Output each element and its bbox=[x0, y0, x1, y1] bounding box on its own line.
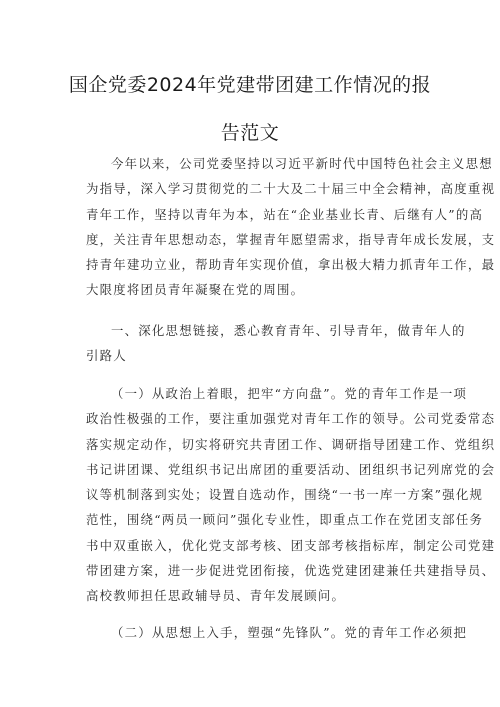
heading-line: 一、深化思想链接，悉心教育青年、引导青年，做青年人的 bbox=[111, 323, 466, 338]
paragraph-line: 高校教师担任思政辅导员、青年发展顾问。 bbox=[86, 588, 346, 604]
heading-line: 引路人 bbox=[86, 348, 127, 364]
paragraph-line: 度，关注青年思想动态，掌握青年愿望需求，指导青年成长发展，支 bbox=[86, 231, 496, 247]
paragraph-line: 带团建方案，进一步促进党团衔接，优选党建团建兼任共建指导员、 bbox=[86, 563, 496, 579]
paragraph-line: （二）从思想上入手，塑强“先锋队”。党的青年工作必须把 bbox=[111, 625, 468, 640]
paragraph-line: （一）从政治上着眼，把牢“方向盘”。党的青年工作是一项 bbox=[111, 386, 468, 401]
paragraph-line: 政治性极强的工作，要注重加强党对青年工作的领导。公司党委常态 bbox=[86, 411, 496, 427]
paragraph-line: 书中双重嵌入，优化党支部考核、团支部考核指标库，制定公司党建 bbox=[86, 537, 496, 553]
paragraph-line: 范性，围绕“两员一顾问”强化专业性，即重点工作在党团支部任务 bbox=[86, 512, 484, 528]
paragraph-line: 议等机制落到实处；设置自选动作，围绕“一书一库一方案”强化规 bbox=[86, 487, 484, 503]
paragraph-line: 落实规定动作，切实将研究共青团工作、调研指导团建工作、党组织 bbox=[86, 436, 496, 452]
subsection-paragraph-2 bbox=[86, 620, 468, 645]
paragraph-line: 书记讲团课、党组织书记出席团的重要活动、团组织书记列席党的会 bbox=[86, 461, 496, 477]
document-title-line-2: 告范文 bbox=[220, 122, 280, 144]
paragraph-line: 青年工作，坚持以青年为本，站在“企业基业长青、后继有人”的高 bbox=[86, 206, 484, 222]
paragraph-line: 为指导，深入学习贯彻党的二十大及二十届三中全会精神，高度重视 bbox=[86, 181, 496, 197]
section-heading-1 bbox=[86, 318, 466, 369]
document-title-line-1: 国企党委2024年党建带团建工作情况的报 bbox=[68, 74, 432, 96]
paragraph-line: 今年以来，公司党委坚持以习近平新时代中国特色社会主义思想 bbox=[111, 156, 493, 171]
paragraph-line: 大限度将团员青年凝聚在党的周围。 bbox=[86, 282, 305, 298]
paragraph-line: 持青年建功立业，帮助青年实现价值，拿出极大精力抓青年工作，最 bbox=[86, 257, 496, 273]
subsection-paragraph-1 bbox=[86, 381, 496, 609]
intro-paragraph bbox=[86, 151, 496, 303]
